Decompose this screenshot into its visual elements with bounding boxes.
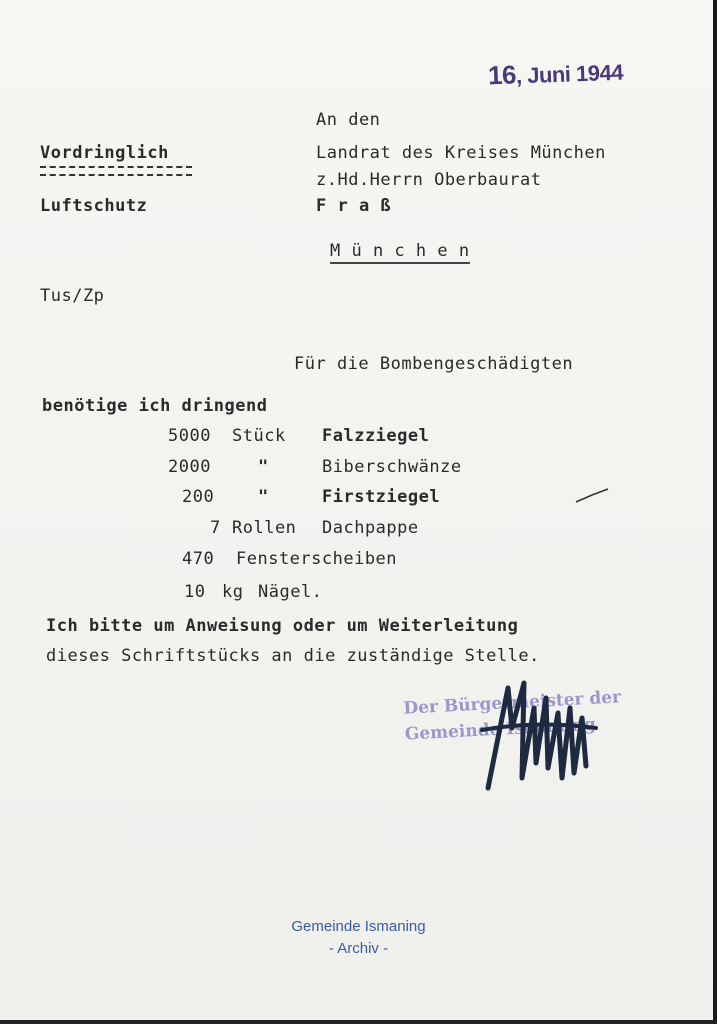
recipient-city: M ü n c h e n bbox=[330, 241, 470, 264]
check-mark-icon bbox=[574, 486, 610, 506]
recipient-line3: F r a ß bbox=[316, 196, 392, 216]
item-unit: Rollen bbox=[232, 518, 297, 538]
item-name: Dachpappe bbox=[322, 518, 419, 538]
item-unit: " bbox=[258, 457, 269, 477]
closing-line1: Ich bitte um Anweisung oder um Weiterleitung bbox=[46, 616, 519, 636]
body-intro: Für die Bombengeschädigten bbox=[294, 354, 574, 374]
recipient-salutation: An den bbox=[316, 110, 381, 130]
closing-line2: dieses Schriftstücks an die zuständige Stelle. bbox=[46, 646, 540, 666]
office-stamp-line2: Gemeinde Ismaning bbox=[404, 714, 597, 745]
priority-category: Luftschutz bbox=[40, 196, 148, 216]
date-stamp-month-year: , Juni 1944 bbox=[515, 59, 624, 89]
item-name: Fensterscheiben bbox=[236, 549, 398, 569]
priority-label: Vordringlich bbox=[40, 143, 169, 163]
item-qty: 7 bbox=[210, 518, 221, 538]
item-qty: 2000 bbox=[168, 457, 211, 477]
date-stamp bbox=[488, 56, 624, 92]
archive-stamp-line2: - Archiv - bbox=[328, 940, 389, 957]
scan-edge-bottom bbox=[0, 1020, 717, 1024]
item-qty: 10 bbox=[184, 582, 206, 602]
archive-stamp-line1: Gemeinde Ismaning bbox=[291, 918, 426, 935]
item-name: Falzziegel bbox=[322, 426, 430, 446]
item-name: Firstziegel bbox=[322, 487, 441, 507]
body-request: benötige ich dringend bbox=[42, 396, 268, 416]
office-stamp-line1: Der Bürgermeister der bbox=[402, 687, 622, 719]
item-qty: 200 bbox=[182, 487, 215, 507]
scan-edge-right bbox=[713, 0, 717, 1024]
recipient-line2: z.Hd.Herrn Oberbaurat bbox=[316, 170, 542, 190]
recipient-line1: Landrat des Kreises München bbox=[316, 143, 606, 163]
signature bbox=[478, 668, 598, 798]
item-unit: " bbox=[258, 487, 269, 507]
item-unit: Stück bbox=[232, 426, 286, 446]
reference-code: Tus/Zp bbox=[40, 286, 105, 306]
item-qty: 5000 bbox=[168, 426, 211, 446]
date-stamp-day: 16 bbox=[487, 59, 517, 91]
item-unit: kg bbox=[222, 582, 244, 602]
item-qty: 470 bbox=[182, 549, 215, 569]
priority-double-underline bbox=[40, 166, 192, 176]
item-name: Biberschwänze bbox=[322, 457, 462, 477]
item-name: Nägel. bbox=[258, 582, 323, 602]
